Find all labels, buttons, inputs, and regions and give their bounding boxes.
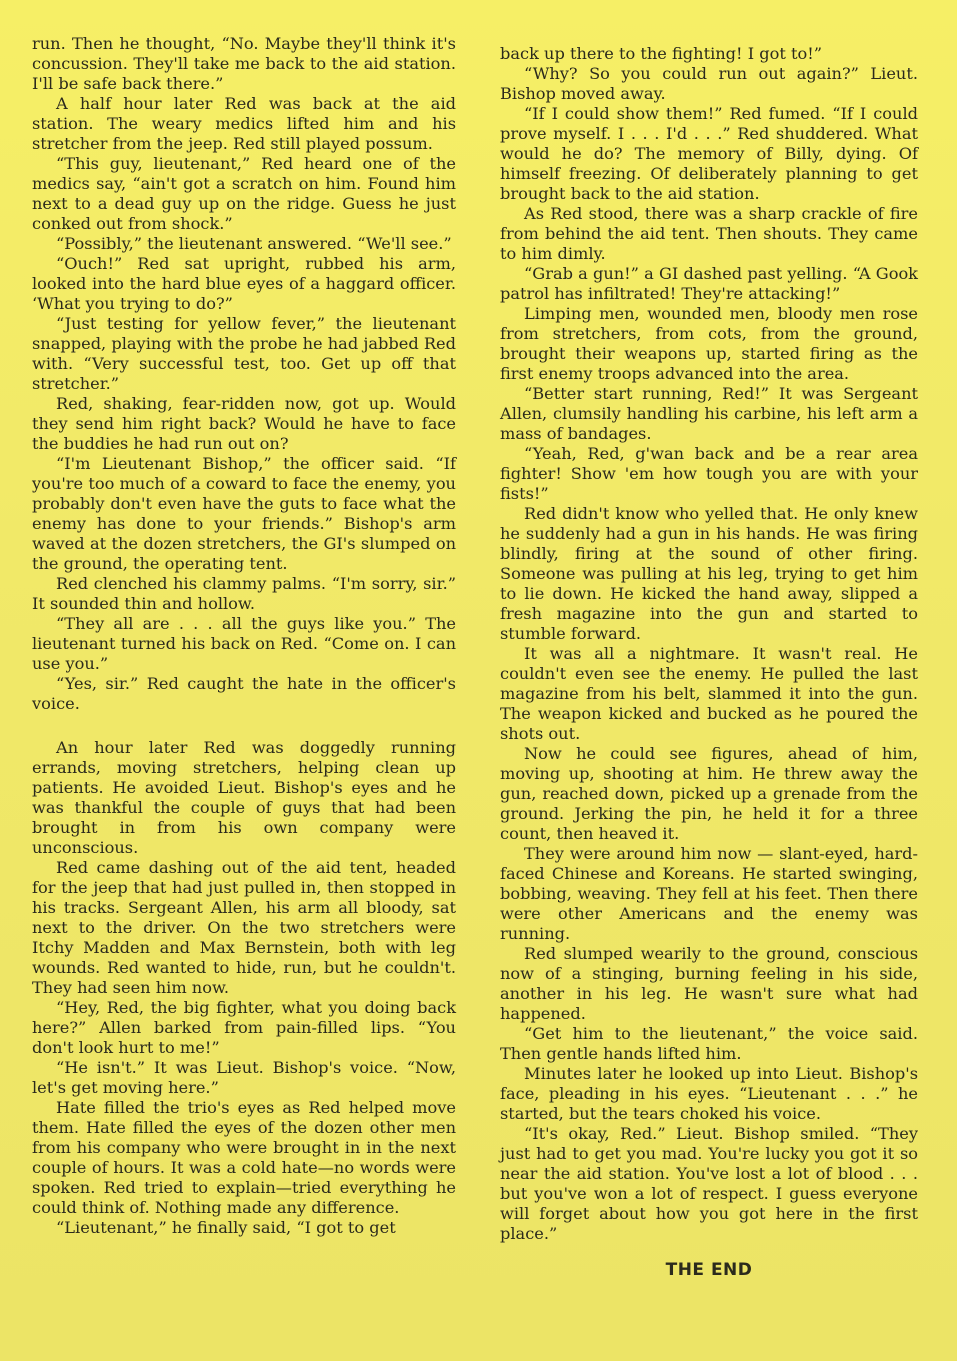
paragraph: Red didn't know who yelled that. He only knew he suddenly had a gun in his hands. He was firing blindly, firing at the sound of other firing. Someone was pulling at his leg, trying to get him to lie down. He kicked the hand away, slipped a fresh magazine into the gun and started to stumble forward. [500, 504, 918, 643]
paragraph: “Get him to the lieutenant,” the voice said. Then gentle hands lifted him. [500, 1024, 918, 1063]
paragraph: “He isn't.” It was Lieut. Bishop's voice. “Now, let's get moving here.” [32, 1058, 456, 1097]
paragraph: back up there to the fighting! I got to!” [500, 44, 823, 63]
paragraph: “Hey, Red, the big fighter, what you doing back here?” Allen barked from pain-filled lips. “You don't look hurt to me!” [32, 998, 456, 1057]
paragraph: “They all are . . . all the guys like you.” The lieutenant turned his back on Red. “Come on. I can use you.” [32, 614, 456, 673]
right-column [500, 44, 918, 1280]
paragraph: They were around him now — slant-eyed, hard-faced Chinese and Koreans. He started swinging, bobbing, weaving. They fell at his feet. Then there were other Americans and the enemy was running. [500, 844, 918, 943]
paragraph: “I'm Lieutenant Bishop,” the officer said. “If you're too much of a coward to face the enemy, you probably don't even have the guts to face what the enemy has done to your friends.” Bishop's arm waved at the dozen stretchers, the GI's slumped on the ground, the operating tent. [32, 454, 456, 573]
left-column [32, 34, 456, 1238]
paragraph: “Yes, sir.” Red caught the hate in the officer's voice. [32, 674, 456, 713]
paragraph: “This guy, lieutenant,” Red heard one of the medics say, “ain't got a scratch on him. Found him next to a dead guy up on the ridge. Guess he just conked out from shock.” [32, 154, 456, 233]
paragraph: Red came dashing out of the aid tent, headed for the jeep that had just pulled in, then stopped in his tracks. Sergeant Allen, his arm all bloody, sat next to the driver. On the two stretchers were Itchy Madden and Max Bernstein, both with leg wounds. Red wanted to hide, run, but he couldn't. They had seen him now. [32, 858, 456, 997]
paragraph: “Why? So you could run out again?” Lieut. Bishop moved away. [500, 64, 918, 103]
paragraph: A half hour later Red was back at the aid station. The weary medics lifted him and his stretcher from the jeep. Red still played possum. [32, 94, 456, 153]
paragraph: run. Then he thought, “No. Maybe they'll think it's concussion. They'll take me back to the aid station. I'll be safe back there.” [32, 34, 456, 93]
paragraph: Limping men, wounded men, bloody men rose from stretchers, from cots, from the ground, brought their weapons up, started firing as the first enemy troops advanced into the area. [500, 304, 918, 383]
paragraph: “Yeah, Red, g'wan back and be a rear area fighter! Show 'em how tough you are with your fists!” [500, 444, 918, 503]
paragraph: “Just testing for yellow fever,” the lieutenant snapped, playing with the probe he had jabbed Red with. “Very successful test, too. Get up off that stretcher.” [32, 314, 456, 393]
paragraph: “Ouch!” Red sat upright, rubbed his arm, looked into the hard blue eyes of a haggard officer. ‘What you trying to do?” [32, 254, 456, 313]
paragraph: “Lieutenant,” he finally said, “I got to get [56, 1218, 396, 1237]
section-break [32, 714, 456, 738]
paragraph: As Red stood, there was a sharp crackle of fire from behind the aid tent. Then shouts. They came to him dimly. [500, 204, 918, 263]
paragraph: “Possibly,” the lieutenant answered. “We'll see.” [56, 234, 452, 253]
the-end-label: THE END [665, 1260, 753, 1280]
paragraph: Now he could see figures, ahead of him, moving up, shooting at him. He threw away the gun, reached down, picked up a grenade from the ground. Jerking the pin, he held it for a three count, then heaved it. [500, 744, 918, 843]
paragraph: “Better start running, Red!” It was Sergeant Allen, clumsily handling his carbine, his left arm a mass of bandages. [500, 384, 918, 443]
paragraph: Minutes later he looked up into Lieut. Bishop's face, pleading in his eyes. “Lieutenant . . .” he started, but the tears choked his voice. [500, 1064, 918, 1123]
paragraph: Red slumped wearily to the ground, conscious now of a stinging, burning feeling in his side, another in his leg. He wasn't sure what had happened. [500, 944, 918, 1023]
paragraph: “Grab a gun!” a GI dashed past yelling. “A Gook patrol has infiltrated! They're attacking!” [500, 264, 918, 303]
paragraph: “If I could show them!” Red fumed. “If I could prove myself. I . . . I'd . . .” Red shuddered. What would he do? The memory of Billy, dying. Of himself freezing. Of deliberately planning to get brought back to the aid station. [500, 104, 918, 203]
paragraph: Red, shaking, fear-ridden now, got up. Would they send him right back? Would he have to face the buddies he had run out on? [32, 394, 456, 453]
paragraph: Hate filled the trio's eyes as Red helped move them. Hate filled the eyes of the dozen other men from his company who were brought in in the next couple of hours. It was a cold hate—no words were spoken. Red tried to explain—tried everything he could think of. Nothing made any difference. [32, 1098, 456, 1217]
paragraph: It was all a nightmare. It wasn't real. He couldn't even see the enemy. He pulled the last magazine from his belt, slammed it into the gun. The weapon kicked and bucked as he poured the shots out. [500, 644, 918, 743]
paragraph: An hour later Red was doggedly running errands, moving stretchers, helping clean up patients. He avoided Lieut. Bishop's eyes and he was thankful the couple of guys that had been brought in from his own company were unconscious. [32, 738, 456, 857]
paragraph: “It's okay, Red.” Lieut. Bishop smiled. “They just had to get you mad. You're lucky you got it so near the aid station. You've lost a lot of blood . . . but you've won a lot of respect. I guess everyone will forget about how you got here in the first place.” [500, 1124, 918, 1243]
paragraph: Red clenched his clammy palms. “I'm sorry, sir.” It sounded thin and hollow. [32, 574, 456, 613]
